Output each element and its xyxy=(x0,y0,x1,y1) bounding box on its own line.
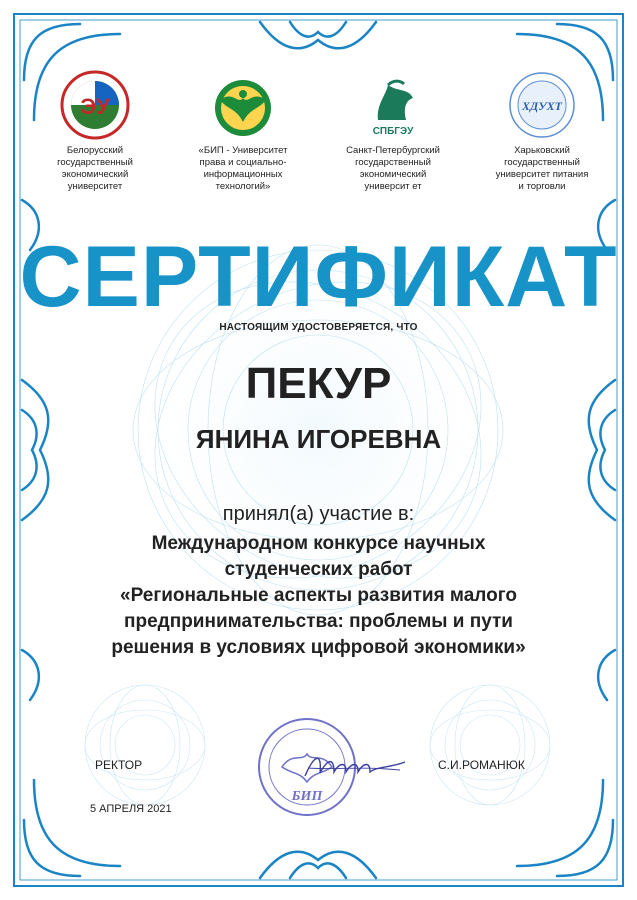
event-description xyxy=(40,531,597,661)
stamp-text: БИП xyxy=(291,789,323,804)
partner-caption: «БИП - Университет права и социально- информационных технологий» xyxy=(198,145,288,192)
signer-name: С.И.РОМАНЮК xyxy=(438,758,525,772)
partner-bgeu xyxy=(20,70,170,193)
certificate-date: 5 АПРЕЛЯ 2021 xyxy=(90,803,172,815)
partner-hduht xyxy=(467,70,617,193)
bip-eagle-logo-icon xyxy=(208,70,278,140)
recipient-name: ЯНИНА ИГОРЕВНА xyxy=(195,424,442,454)
partner-caption: Санкт-Петербургский государственный экономический университ ет xyxy=(346,145,440,192)
partner-spbgeu xyxy=(318,70,468,193)
bgeu-logo-text: ЭУ xyxy=(80,94,110,119)
recipient-surname: ПЕКУР xyxy=(245,359,392,408)
bgeu-logo-icon xyxy=(60,70,130,140)
signature-icon xyxy=(300,748,410,788)
event-line: решения в условиях цифровой экономики» xyxy=(111,637,526,658)
partner-bip xyxy=(168,70,318,193)
event-line: студенческих работ xyxy=(224,559,413,580)
event-line: «Региональные аспекты развития малого xyxy=(120,585,517,606)
certificate-title: СЕРТИФИКАТ xyxy=(19,229,618,325)
spbgeu-logo-text: СПБГЭУ xyxy=(372,126,414,137)
signer-position: РЕКТОР xyxy=(95,758,143,772)
event-line: Международном конкурсе научных xyxy=(151,533,486,554)
hduht-logo-icon xyxy=(507,70,577,140)
certificate-subtitle: НАСТОЯЩИМ УДОСТОВЕРЯЕТСЯ, ЧТО xyxy=(219,322,418,333)
event-line: предпринимательства: проблемы и пути xyxy=(124,611,513,632)
participation-text: принял(а) участие в: xyxy=(222,503,415,525)
partner-caption: Харьковский государственный университет питания и торговли xyxy=(495,145,589,192)
partner-caption: Белорусский государственный экономический университет xyxy=(57,145,133,192)
spbgeu-griffin-logo-icon xyxy=(358,70,428,140)
hduht-logo-text: ХДУХТ xyxy=(522,99,562,113)
